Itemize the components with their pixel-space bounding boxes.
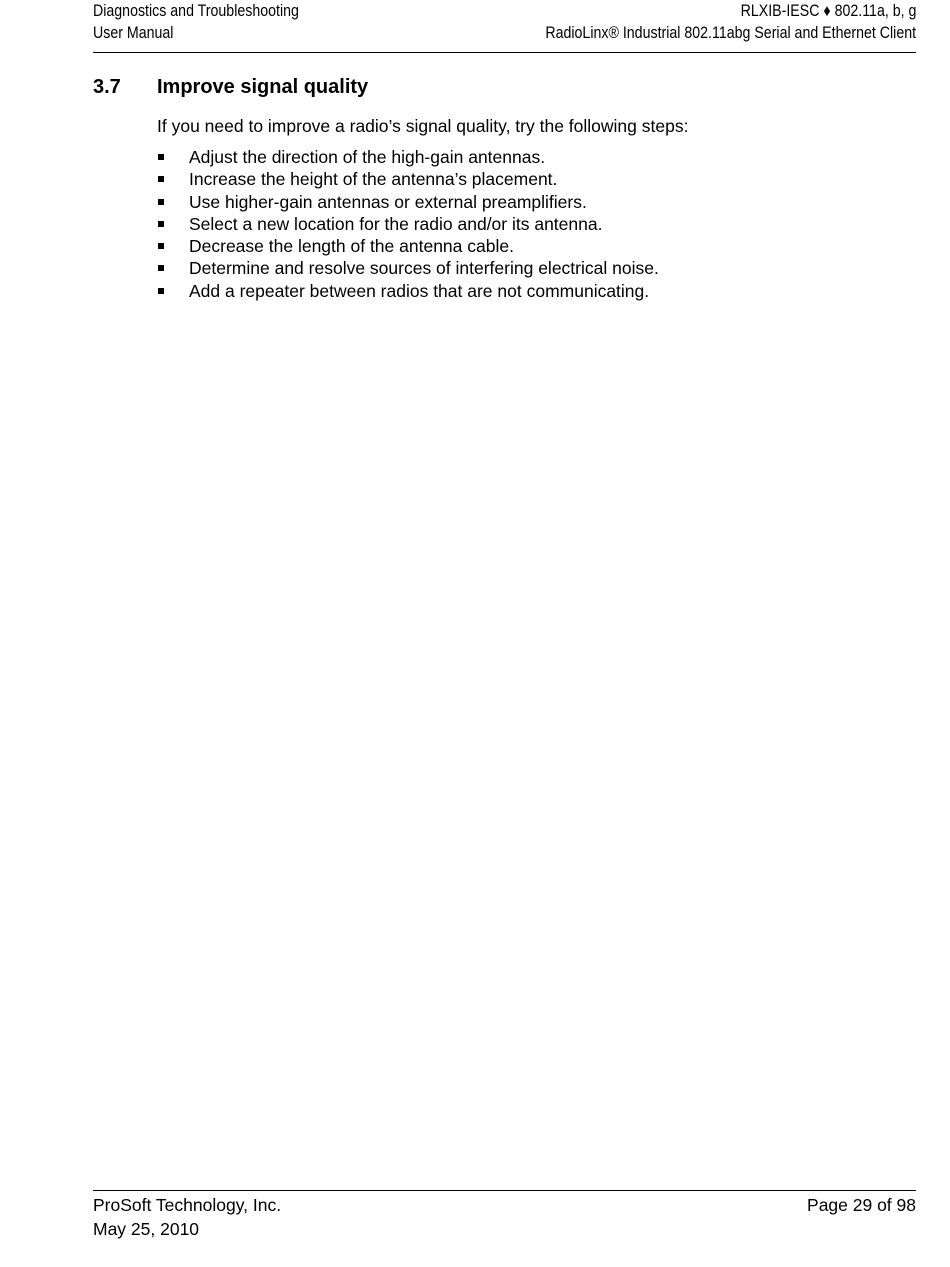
header-product-code	[712, 0, 916, 22]
square-bullet-icon	[158, 265, 164, 271]
header-chapter-title-text: Diagnostics and Troubleshooting	[93, 2, 299, 20]
list-item	[157, 146, 659, 168]
steps-list	[157, 146, 659, 302]
footer-company: ProSoft Technology, Inc.	[93, 1195, 282, 1215]
footer-row-1	[93, 1193, 916, 1217]
footer-page-number: Page 29 of 98	[807, 1195, 916, 1215]
header-product-code-text: RLXIB-IESC ♦ 802.11a, b, g	[740, 2, 916, 20]
list-item	[157, 213, 659, 235]
list-item-text: Adjust the direction of the high-gain antennas.	[189, 147, 546, 167]
header-row-2	[93, 22, 916, 44]
square-bullet-icon	[158, 154, 164, 160]
section-number: 3.7	[93, 76, 121, 98]
list-item-text: Determine and resolve sources of interfering electrical noise.	[189, 258, 659, 279]
intro-paragraph: If you need to improve a radio’s signal quality, try the following steps:	[157, 116, 689, 136]
header-product-name-text: RadioLinx® Industrial 802.11abg Serial and Ethernet Client	[545, 24, 916, 42]
square-bullet-icon	[158, 199, 164, 205]
footer-date: May 25, 2010	[93, 1219, 200, 1239]
square-bullet-icon	[158, 243, 164, 249]
section-heading	[93, 75, 368, 99]
list-item-text: Add a repeater between radios that are not communicating.	[189, 280, 650, 301]
list-item-text: Use higher-gain antennas or external preamplifiers.	[189, 191, 587, 212]
header-product-name	[485, 22, 916, 44]
square-bullet-icon	[158, 176, 164, 182]
list-item	[157, 191, 659, 213]
list-item	[157, 235, 659, 257]
header-chapter-title	[93, 0, 332, 22]
list-item-text: Increase the height of the antenna’s placement.	[189, 169, 558, 190]
square-bullet-icon	[158, 221, 164, 227]
list-item	[157, 257, 659, 279]
square-bullet-icon	[158, 288, 164, 294]
page-header	[93, 0, 916, 53]
header-doc-type-text: User Manual	[93, 24, 174, 42]
list-item	[157, 280, 659, 302]
header-doc-type	[93, 22, 187, 44]
list-item-text: Select a new location for the radio and/or its antenna.	[189, 213, 603, 234]
footer-row-2	[93, 1217, 916, 1241]
section-title: Improve signal quality	[157, 76, 369, 98]
page-footer	[93, 1190, 916, 1241]
list-item-text: Decrease the length of the antenna cable.	[189, 236, 514, 257]
header-row-1	[93, 0, 916, 22]
list-item	[157, 168, 659, 190]
